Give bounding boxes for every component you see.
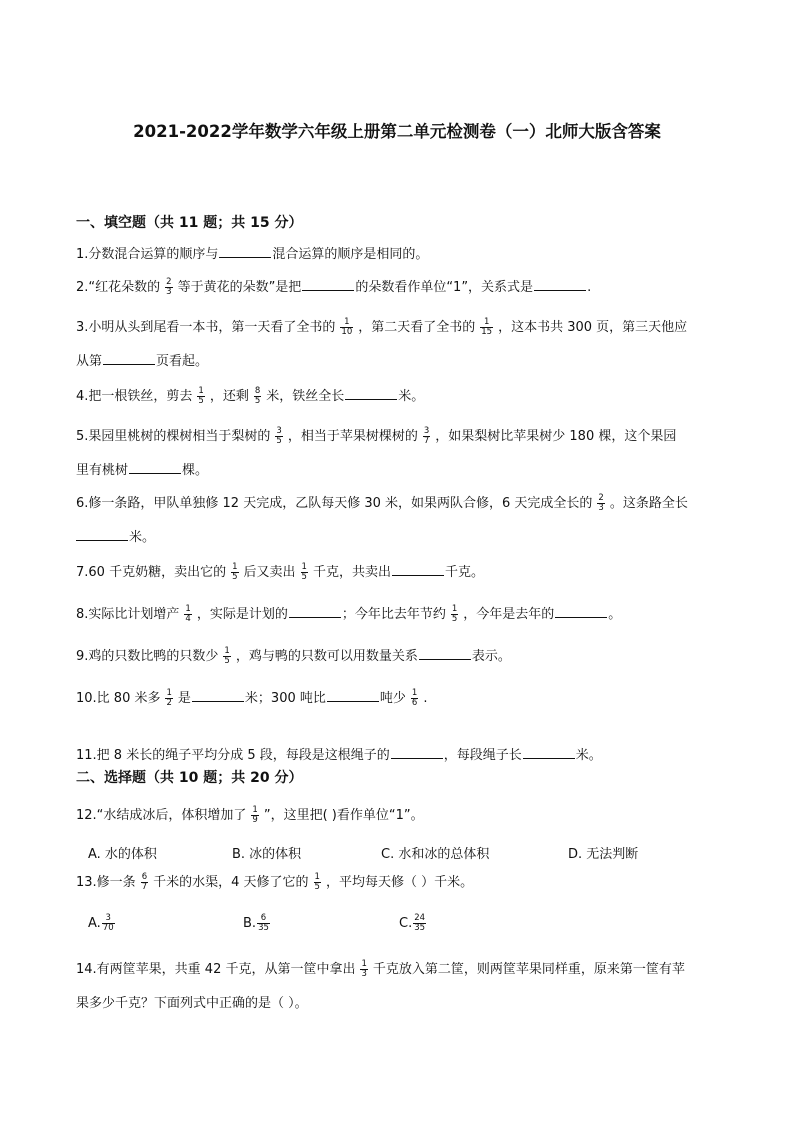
answer-blank[interactable]	[103, 350, 155, 365]
answer-blank[interactable]	[289, 603, 341, 618]
question-4: 4.把一根铁丝，剪去 $\frac{1}{5}$ ，还剩 $\frac{8}{5}$ 米，铁丝全长 米。	[76, 386, 425, 406]
question-5-cont: 里有桃树 棵。	[76, 459, 208, 481]
option-b[interactable]: B. 冰的体积	[232, 847, 302, 862]
fraction: $\frac{3}{7}$	[423, 426, 430, 446]
question-14-cont: 果多少千克？下面列式中正确的是（ ）。	[76, 996, 308, 1011]
fraction: $\frac{1}{9}$	[252, 805, 258, 825]
question-3: 3.小明从头到尾看一本书，第一天看了全书的 $\frac{1}{10}$ ，第二天看了全书的 $\frac{1}{15}$ ，这本书共 300 页，第三天他应	[76, 317, 688, 337]
question-1: 1.分数混合运算的顺序与 混合运算的顺序是相同的。	[76, 243, 428, 265]
question-6: 6.修一条路，甲队单独修 12 天完成，乙队每天修 30 米，如果两队合修，6 天完成全长的 $\frac{2}{3}$ 。这条路全长	[76, 493, 688, 513]
section-choice-title: 二、选择题（共 10 题；共 20 分）	[76, 770, 303, 786]
question-12: 12.“水结成冰后，体积增加了 $\frac{1}{9}$ ”，这里把( )看作单位“1”。	[76, 805, 424, 825]
question-8: 8.实际比计划增产 $\frac{1}{4}$ ，实际是计划的 ；今年比去年节约 $\frac{1}{5}$ ，今年是去年的 。	[76, 604, 622, 624]
question-7: 7.60 千克奶糖，卖出它的 $\frac{1}{5}$ 后又卖出 $\frac{1}{5}$ 千克，共卖出 千克。	[76, 562, 484, 582]
fraction: $\frac{3}{70}$	[102, 913, 114, 933]
answer-blank[interactable]	[327, 687, 379, 702]
option-b[interactable]: B. $\frac{6}{35}$	[243, 913, 269, 933]
question-6-cont: 米。	[76, 526, 155, 548]
section-fill-in-title: 一、填空题（共 11 题；共 15 分）	[76, 215, 303, 231]
fraction: $\frac{2}{3}$	[166, 277, 172, 297]
answer-blank[interactable]	[392, 561, 444, 576]
document-title: 2021-2022学年数学六年级上册第二单元检测卷（一）北师大版含答案	[133, 122, 661, 141]
fraction: $\frac{1}{5}$	[314, 872, 320, 892]
option-a[interactable]: A. $\frac{3}{70}$	[88, 913, 114, 933]
fraction: $\frac{1}{10}$	[341, 317, 353, 337]
fraction: $\frac{1}{15}$	[481, 317, 493, 337]
fraction: $\frac{1}{5}$	[451, 604, 458, 624]
fraction: $\frac{1}{5}$	[301, 562, 307, 582]
fraction: $\frac{24}{35}$	[414, 913, 426, 933]
fraction: $\frac{8}{5}$	[254, 386, 261, 406]
answer-blank[interactable]	[302, 276, 354, 291]
option-c[interactable]: C. 水和冰的总体积	[381, 847, 490, 862]
fraction: $\frac{1}{5}$	[198, 386, 204, 406]
option-d[interactable]: D. 无法判断	[568, 847, 639, 862]
question-2: 2.“红花朵数的 $\frac{2}{3}$ 等于黄花的朵数”是把 的朵数看作单位“1”，关系式是 .	[76, 277, 592, 297]
answer-blank[interactable]	[345, 385, 397, 400]
answer-blank[interactable]	[523, 744, 575, 759]
answer-blank[interactable]	[555, 603, 607, 618]
fraction: $\frac{1}{6}$	[411, 688, 418, 708]
fraction: $\frac{1}{5}$	[232, 562, 238, 582]
question-11: 11.把 8 米长的绳子平均分成 5 段，每段是这根绳子的 ，每段绳子长 米。	[76, 744, 602, 766]
question-14: 14.有两筐苹果，共重 42 千克，从第一筐中拿出 $\frac{1}{3}$ 千克放入第二筐，则两筐苹果同样重，原来第一筐有苹	[76, 959, 685, 979]
answer-blank[interactable]	[76, 526, 128, 541]
answer-blank[interactable]	[219, 243, 271, 258]
question-10: 10.比 80 米多 $\frac{1}{2}$ 是 米；300 吨比 吨少 $\frac{1}{6}$ .	[76, 688, 428, 708]
question-3-cont: 从第 页看起。	[76, 350, 208, 372]
answer-blank[interactable]	[534, 276, 586, 291]
question-9: 9.鸡的只数比鸭的只数少 $\frac{1}{5}$ ，鸡与鸭的只数可以用数量关系 表示。	[76, 646, 511, 666]
fraction: $\frac{1}{2}$	[166, 688, 172, 708]
answer-blank[interactable]	[391, 744, 443, 759]
fraction: $\frac{1}{4}$	[185, 604, 191, 624]
fraction: $\frac{6}{7}$	[141, 872, 148, 892]
fraction: $\frac{1}{5}$	[224, 646, 230, 666]
option-a[interactable]: A. 水的体积	[88, 847, 157, 862]
question-13: 13.修一条 $\frac{6}{7}$ 千米的水渠，4 天修了它的 $\frac{1}{5}$ ，平均每天修（ ）千米。	[76, 872, 474, 892]
fraction: $\frac{1}{3}$	[361, 959, 367, 979]
option-c[interactable]: C. $\frac{24}{35}$	[399, 913, 426, 933]
fraction: $\frac{2}{3}$	[598, 493, 604, 513]
answer-blank[interactable]	[192, 687, 244, 702]
answer-blank[interactable]	[419, 645, 471, 660]
answer-blank[interactable]	[129, 459, 181, 474]
fraction: $\frac{3}{5}$	[276, 426, 282, 446]
fraction: $\frac{6}{35}$	[258, 913, 269, 933]
question-5: 5.果园里桃树的棵树相当于梨树的 $\frac{3}{5}$ ，相当于苹果树棵树的 $\frac{3}{7}$ ，如果梨树比苹果树少 180 棵，这个果园	[76, 426, 677, 446]
